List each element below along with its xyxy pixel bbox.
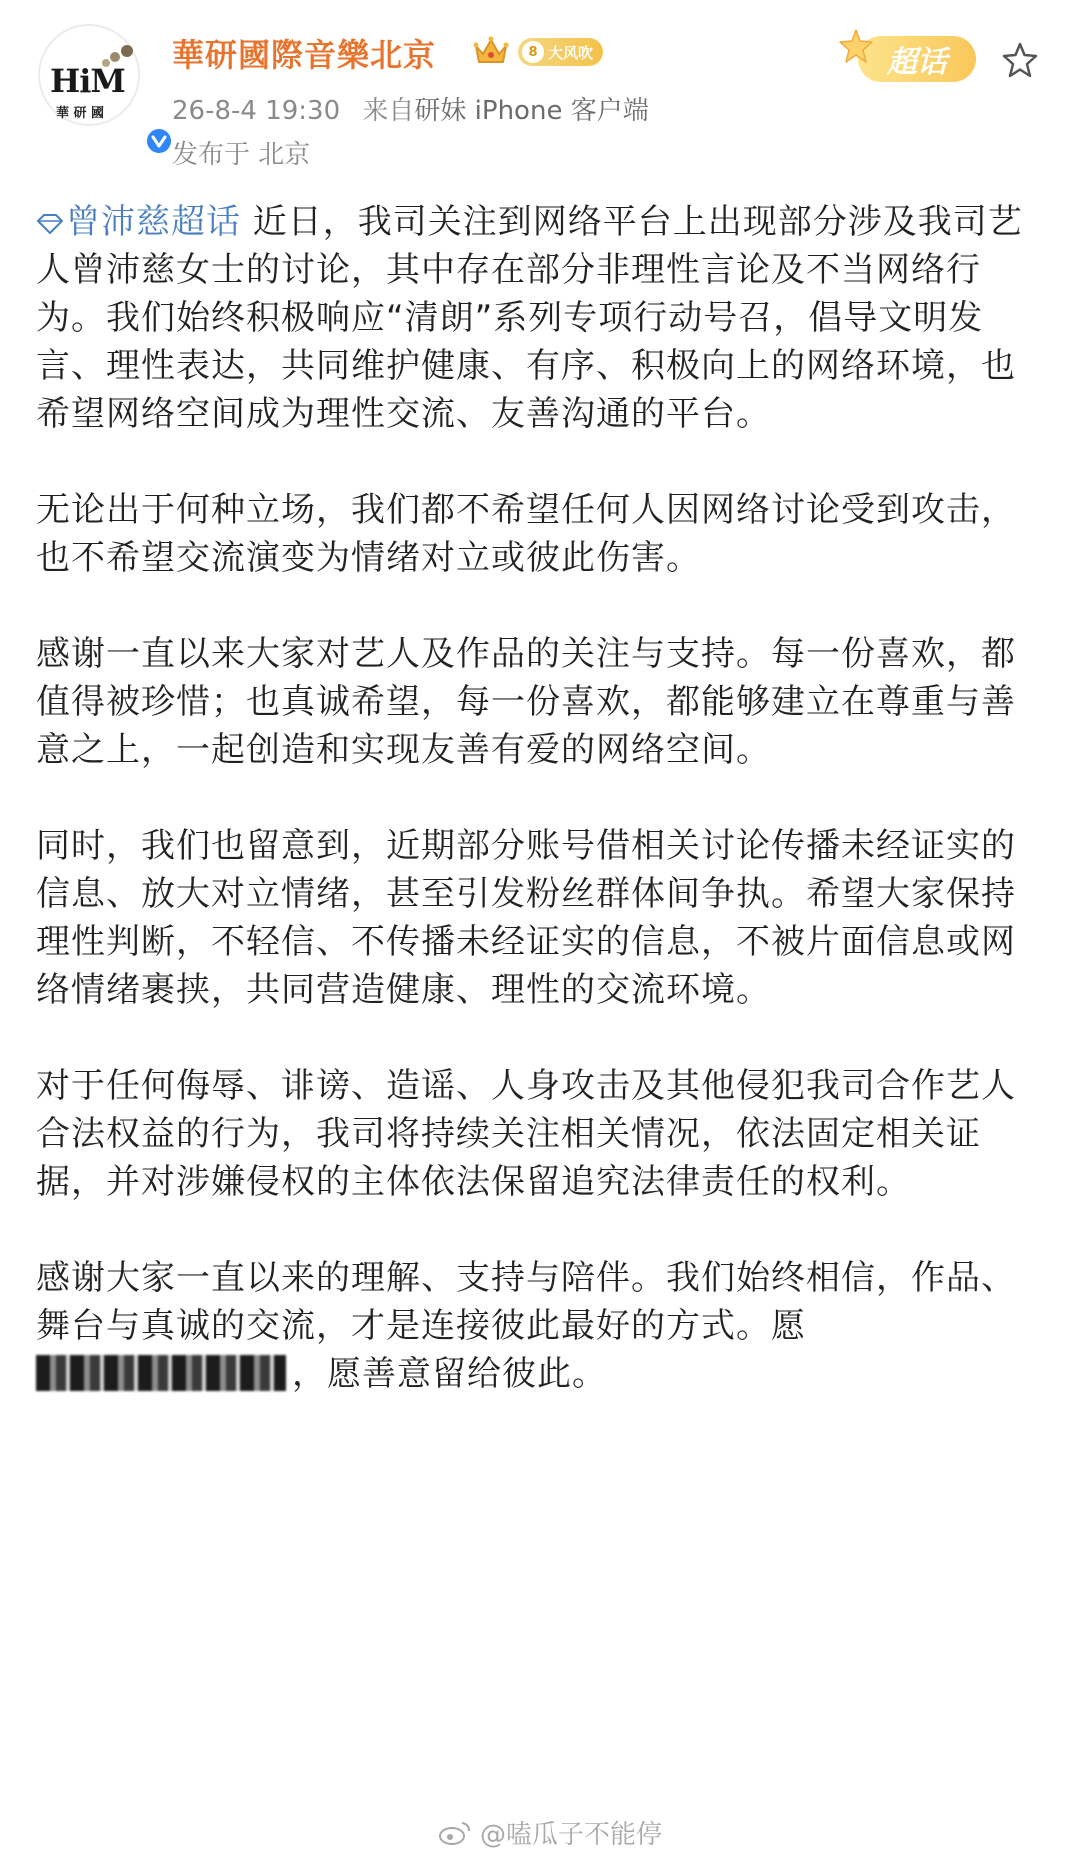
post-location: 发布于 北京 [172, 140, 311, 170]
level-number: 8 [522, 41, 544, 63]
verified-icon [144, 126, 174, 156]
paragraph-text: ，愿善意留给彼此。 [292, 1354, 607, 1394]
paragraph: 无论出于何种立场，我们都不希望任何人因网络讨论受到攻击，也不希望交流演变为情绪对立或彼此伤害。 [36, 490, 1016, 578]
weibo-logo-icon [438, 1820, 472, 1846]
paragraph: 同时，我们也留意到，近期部分账号借相关讨论传播未经证实的信息、放大对立情绪，甚至引发粉丝群体间争执。希望大家保持理性判断，不轻信、不传播未经证实的信息，不被片面信息或网络情绪裹挟，共同营造健康、理性的交流环境。 [36, 826, 1016, 1010]
paragraph-text: 近日，我司关注到网络平台上出现部分涉及我司艺人曾沛慈女士的讨论，其中存在部分非理性言论及不当网络行为。我们始终积极响应“清朗”系列专项行动号召，倡导文明发言、理性表达，共同维护健康、有序、积极向上的网络环境，也希望网络空间成为理性交流、友善沟通的平台。 [36, 202, 1023, 434]
post-header [0, 0, 1080, 180]
level-badge[interactable] [518, 38, 603, 66]
watermark-text: @嗑瓜子不能停 [480, 1820, 663, 1850]
post-body [36, 198, 1046, 1446]
level-label: 大风吹 [548, 43, 594, 62]
post-meta [172, 90, 649, 127]
star-decoration-icon [836, 26, 876, 66]
topic-label: 曾沛慈超话 [66, 202, 241, 242]
post-timestamp: 26-8-4 19:30 [172, 96, 341, 126]
obscured-text [36, 1355, 286, 1391]
paragraph [36, 1254, 1046, 1398]
paragraph [36, 198, 1046, 438]
paragraph: 感谢一直以来大家对艺人及作品的关注与支持。每一份喜欢，都值得被珍惜；也真诚希望，每一份喜欢，都能够建立在尊重与善意之上，一起创造和实现友善有爱的网络空间。 [36, 634, 1016, 770]
paragraph-text: 感谢大家一直以来的理解、支持与陪伴。我们始终相信，作品、舞台与真诚的交流，才是连接彼此最好的方式。愿 [36, 1258, 1016, 1346]
account-name[interactable]: 華研國際音樂北京 [172, 36, 437, 74]
watermark [438, 1814, 662, 1851]
topic-link[interactable] [36, 202, 241, 242]
diamond-icon [36, 213, 64, 235]
paragraph: 对于任何侮辱、诽谤、造谣、人身攻击及其他侵犯我司合作艺人合法权益的行为，我司将持续关注相关情况，依法固定相关证据，并对涉嫌侵权的主体依法保留追究法律责任的权利。 [36, 1066, 1016, 1202]
supertopic-label: 超话 [858, 36, 976, 82]
avatar-logo: HiM [50, 62, 125, 100]
crown-icon [472, 34, 510, 68]
avatar[interactable] [38, 24, 140, 126]
source-client[interactable]: 研妹 iPhone 客户端 [414, 96, 649, 126]
source-prefix: 来自 [362, 96, 415, 126]
star-icon[interactable] [1000, 40, 1040, 80]
supertopic-button[interactable] [836, 26, 986, 88]
avatar-logo-cn: 華 研 國 [56, 106, 105, 121]
